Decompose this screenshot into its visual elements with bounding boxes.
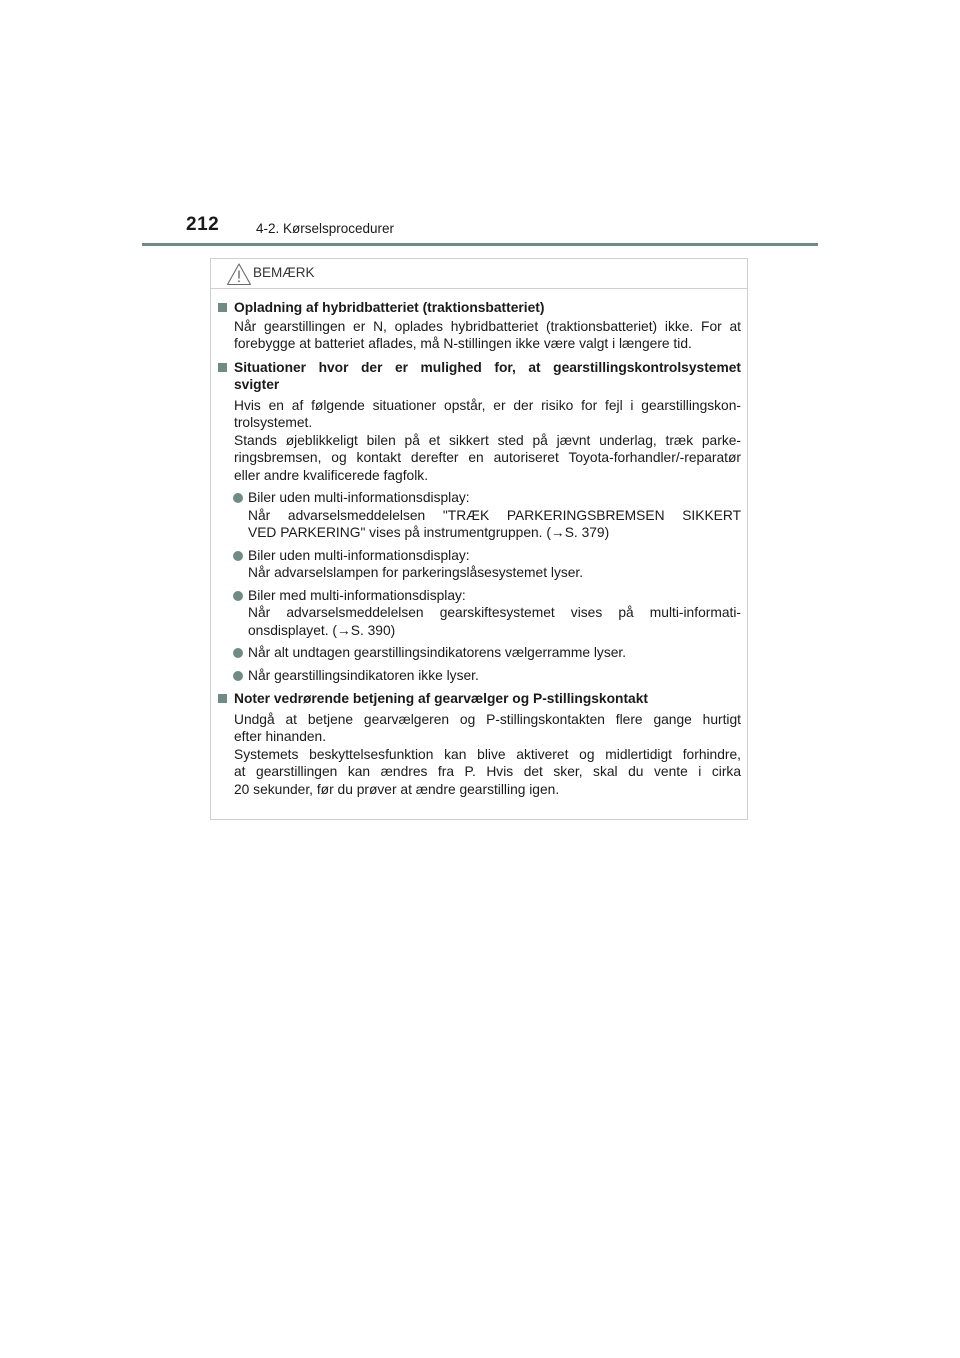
list-item: Når alt undtagen gearstillingsindikatorens vælgerramme lyser. bbox=[216, 644, 741, 662]
square-bullet-icon bbox=[218, 363, 227, 372]
square-bullet-icon bbox=[218, 694, 227, 703]
list-item: Biler med multi-informationsdisplay: Når advarselsmeddelelsen gearskiftesystemet vises på multi-informati- onsdisplayet. (→S. 390) bbox=[216, 587, 741, 640]
section-paragraph: Når gearstillingen er N, oplades hybridbatteriet (traktionsbatteriet) ikke. For at forebygge at batteriet aflades, må N-stillingen ikke være valgt i længere tid. bbox=[234, 318, 741, 351]
section-paragraph: Hvis en af følgende situationer opstår, er der risiko for fejl i gearstillingskon- trolsystemet. Stands øjeblikkeligt bilen på et sikkert sted på jævnt underlag, træk parke- ringsbremsen, og kontakt derefter en autoriseret Toyota-forhandler/-reparatør eller andre kvalificerede fagfolk. bbox=[234, 397, 741, 483]
header-rule bbox=[142, 243, 818, 246]
list-item: Biler uden multi-informationsdisplay: Når advarselsmeddelelsen "TRÆK PARKERINGSBREMSEN SIKKERT VED PARKERING" vises på instrumentgruppen. (→S. 379) bbox=[216, 489, 741, 542]
notice-content bbox=[211, 289, 747, 798]
notice-header bbox=[211, 259, 747, 289]
square-bullet-icon bbox=[218, 303, 227, 312]
round-bullet-icon bbox=[233, 493, 243, 503]
list-item: Når gearstillingsindikatoren ikke lyser. bbox=[216, 667, 741, 685]
list-item: Biler uden multi-informationsdisplay: Når advarselslampen for parkeringslåsesystemet lyser. bbox=[216, 547, 741, 582]
round-bullet-icon bbox=[233, 648, 243, 658]
round-bullet-icon bbox=[233, 671, 243, 681]
notice-title: BEMÆRK bbox=[253, 265, 315, 280]
section-heading: Situationer hvor der er mulighed for, at gearstillingskontrolsystemet svigter bbox=[216, 359, 741, 394]
section-title: 4-2. Kørselsprocedurer bbox=[256, 221, 395, 236]
section-heading: Noter vedrørende betjening af gearvælger og P-stillingskontakt bbox=[216, 690, 741, 708]
round-bullet-icon bbox=[233, 591, 243, 601]
section-heading: Opladning af hybridbatteriet (traktionsbatteriet) bbox=[216, 299, 741, 317]
notice-box bbox=[210, 258, 748, 820]
round-bullet-icon bbox=[233, 551, 243, 561]
page-number: 212 bbox=[186, 214, 220, 235]
warning-triangle-icon bbox=[226, 262, 252, 286]
section-paragraph: Undgå at betjene gearvælgeren og P-stillingskontakten flere gange hurtigt efter hinanden. Systemets beskyttelsesfunktion kan blive aktiveret og midlertidigt forhindre, at gearstillingen kan ændres fra P. Hvis det sker, skal du vente i cirka 20 sekunder, før du prøver at ændre gearstilling igen. bbox=[234, 711, 741, 797]
